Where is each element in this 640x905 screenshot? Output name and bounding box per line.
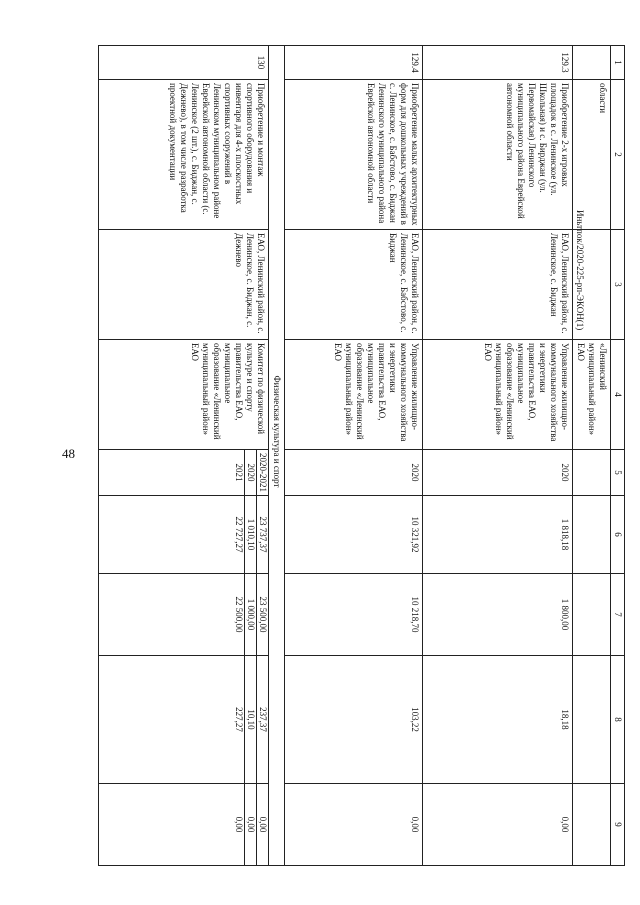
cell-num: 129.3 [423, 46, 573, 80]
table-row [285, 46, 423, 866]
col-num-7: 7 [611, 574, 625, 656]
cell-num: 130 [99, 46, 269, 80]
cell-place: ЕАО, Ленинский район, с. Ленинское, с. Биджан [423, 230, 573, 340]
page-number: 48 [62, 446, 75, 461]
cell-num: 129.4 [285, 46, 423, 80]
cell-executor: Управление жилищно-коммунального хозяйства и энергетики правительства ЕАО, муниципальное образование «Ленинский муниципальный район» ЕАО [423, 340, 573, 450]
cell-name: Приобретение 2-х игровых площадок в с. Ленинское (ул. Школьная) и с. Бирджан (ул. Первомайская) Ленинского муниципального района Еврейской автономной области [423, 80, 573, 230]
mun-value: 0,00 [244, 784, 256, 865]
year-value: 2021 [234, 463, 244, 482]
col-num-1: 1 [611, 46, 625, 80]
col-num-6: 6 [611, 496, 625, 574]
section-title: Физическая культура и спорт [269, 80, 285, 784]
rotated-table-container [80, 45, 625, 865]
mun-value: 0,00 [256, 784, 268, 865]
table-row [423, 46, 573, 866]
cell-executor: «Ленинский муниципальный район» ЕАО [573, 340, 611, 450]
cell-executor: Комитет по физической культуре и спорту правительства ЕАО, муниципальное образование «Ленинский муниципальный район» ЕАО [99, 340, 269, 450]
cell-place: ЕАО, Ленинский район, с. Ленинское, с. Бабстово, с. Биджан [285, 230, 423, 340]
mun-value: 0,00 [234, 816, 244, 833]
cell-name: Приобретение и монтаж спортивного оборудования и инвентаря для 4-х плоскостных спортивных сооружений в Ленинском муниципальном районе Еврейской автономной области (с. Ленинское (2 шт.), с. Биджан, с. Дежнево), в том числе разработка проектной документации [99, 80, 269, 230]
total-value: 1 010,10 [244, 496, 256, 573]
cell-name: Приобретение малых архитектурных форм для дошкольных учреждений в с. Ленинское, с. Бабстово, с. Биджан Ленинского муниципального района Еврейской автономной области [285, 80, 423, 230]
cell-total: 1 818,18 [423, 496, 573, 574]
cell-years [99, 450, 269, 496]
column-number-row [611, 46, 625, 866]
col-num-5: 5 [611, 450, 625, 496]
cell-executor: Управление жилищно-коммунального хозяйства и энергетики правительства ЕАО, муниципальное образование «Ленинский муниципальный район» ЕАО [285, 340, 423, 450]
fed-value: 22 500,00 [234, 596, 244, 633]
program-table [98, 45, 625, 866]
col-num-2: 2 [611, 80, 625, 230]
cell-year: 2020 [285, 450, 423, 496]
col-num-8: 8 [611, 656, 625, 784]
cell-mun: 0,00 [285, 784, 423, 866]
continuation-row [573, 46, 611, 866]
table-row [99, 46, 269, 866]
year-value: 2020-2021 [256, 450, 268, 495]
col-num-3: 3 [611, 230, 625, 340]
cell-mun: 0,00 [423, 784, 573, 866]
reg-value: 237,37 [256, 656, 268, 783]
total-value: 22 727,27 [234, 516, 244, 553]
cell-muns [99, 784, 269, 866]
cell-fed: 1 800,00 [423, 574, 573, 656]
col-num-4: 4 [611, 340, 625, 450]
total-value: 23 737,37 [256, 496, 268, 573]
cell-name: области [573, 80, 611, 230]
fed-value: 1 000,00 [244, 574, 256, 655]
fed-value: 23 500,00 [256, 574, 268, 655]
year-value: 2020 [244, 450, 256, 495]
reg-value: 227,27 [234, 707, 244, 732]
cell-reg: 18,18 [423, 656, 573, 784]
reg-value: 10,10 [244, 656, 256, 783]
cell-regs [99, 656, 269, 784]
cell-fed: 10 218,70 [285, 574, 423, 656]
document-reference: Иньтпок/2020-225-рп-ЭКОН(1) [575, 210, 585, 331]
section-row [269, 46, 285, 866]
cell-year: 2020 [423, 450, 573, 496]
cell-total: 10 321,92 [285, 496, 423, 574]
cell-place: ЕАО, Ленинский район, с. Ленинское, с. Биджан, с. Дежнево [99, 230, 269, 340]
col-num-9: 9 [611, 784, 625, 866]
cell-feds [99, 574, 269, 656]
cell-reg: 103,22 [285, 656, 423, 784]
cell-totals [99, 496, 269, 574]
